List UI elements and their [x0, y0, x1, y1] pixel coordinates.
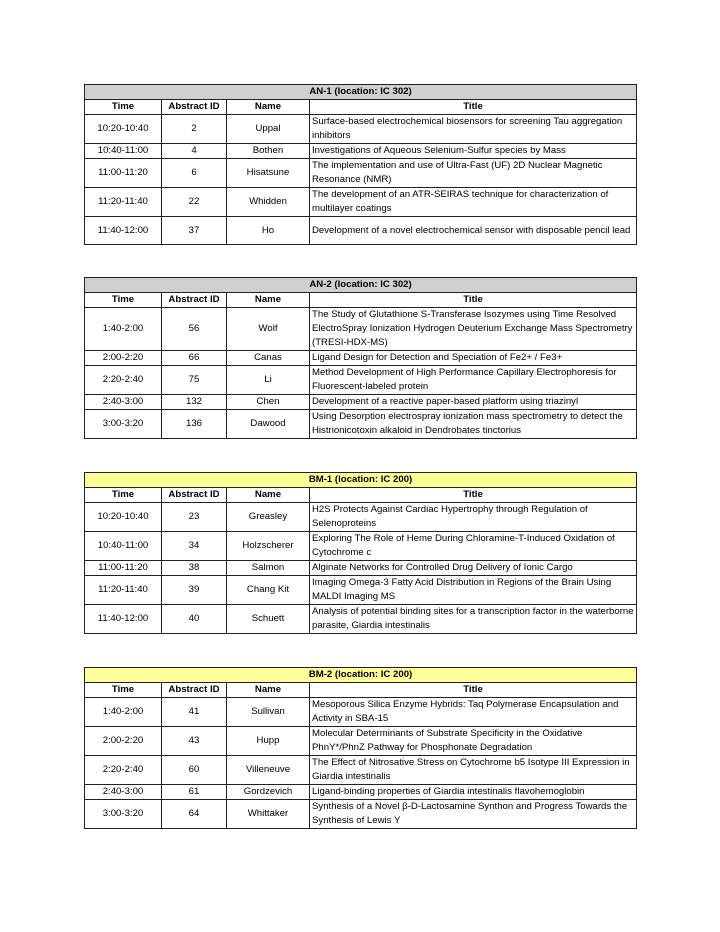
abstract-id-cell: 23 [162, 503, 227, 532]
time-cell: 11:40-12:00 [85, 605, 162, 634]
name-cell: Schuett [227, 605, 310, 634]
schedule-table [84, 84, 637, 245]
table-row [85, 727, 637, 756]
time-cell: 10:20-10:40 [85, 503, 162, 532]
time-cell: 2:40-3:00 [85, 785, 162, 800]
column-header: Name [227, 293, 310, 308]
title-cell: Using Desorption electrospray ionization mass spectrometry to detect the Histrionicotoxin alkaloid in Dendrobates tinctorius [310, 410, 637, 439]
title-cell: Development of a novel electrochemical sensor with disposable pencil lead [310, 217, 637, 245]
table-row [85, 410, 637, 439]
time-cell: 11:40-12:00 [85, 217, 162, 245]
column-header: Abstract ID [162, 100, 227, 115]
abstract-id-cell: 39 [162, 576, 227, 605]
abstract-id-cell: 136 [162, 410, 227, 439]
column-header: Abstract ID [162, 488, 227, 503]
time-cell: 11:20-11:40 [85, 576, 162, 605]
column-header-row [85, 293, 637, 308]
name-cell: Whittaker [227, 800, 310, 829]
abstract-id-cell: 66 [162, 351, 227, 366]
name-cell: Gordzevich [227, 785, 310, 800]
abstract-id-cell: 60 [162, 756, 227, 785]
time-cell: 2:40-3:00 [85, 395, 162, 410]
table-row [85, 159, 637, 188]
title-cell: Development of a reactive paper-based platform using triazinyl [310, 395, 637, 410]
table-row [85, 366, 637, 395]
column-header: Abstract ID [162, 293, 227, 308]
abstract-id-cell: 56 [162, 308, 227, 351]
column-header-row [85, 683, 637, 698]
column-header-row [85, 488, 637, 503]
title-cell: Ligand Design for Detection and Speciation of Fe2+ / Fe3+ [310, 351, 637, 366]
table-row [85, 605, 637, 634]
title-cell: Surface-based electrochemical biosensors for screening Tau aggregation inhibitors [310, 115, 637, 144]
time-cell: 3:00-3:20 [85, 800, 162, 829]
name-cell: Chen [227, 395, 310, 410]
column-header: Time [85, 293, 162, 308]
session-table-4 [84, 667, 636, 829]
abstract-id-cell: 41 [162, 698, 227, 727]
table-row [85, 144, 637, 159]
column-header: Name [227, 488, 310, 503]
time-cell: 3:00-3:20 [85, 410, 162, 439]
name-cell: Chang Kit [227, 576, 310, 605]
abstract-id-cell: 34 [162, 532, 227, 561]
table-row [85, 188, 637, 217]
column-header: Title [310, 488, 637, 503]
title-cell: The development of an ATR-SEIRAS technique for characterization of multilayer coatings [310, 188, 637, 217]
title-cell: Alginate Networks for Controlled Drug Delivery of Ionic Cargo [310, 561, 637, 576]
column-header: Title [310, 293, 637, 308]
column-header-row [85, 100, 637, 115]
session-title: AN-1 (location: IC 302) [85, 85, 637, 100]
name-cell: Whidden [227, 188, 310, 217]
name-cell: Uppal [227, 115, 310, 144]
name-cell: Bothen [227, 144, 310, 159]
session-title: AN-2 (location: IC 302) [85, 278, 637, 293]
column-header: Time [85, 488, 162, 503]
title-cell: Mesoporous Silica Enzyme Hybrids: Taq Polymerase Encapsulation and Activity in SBA-15 [310, 698, 637, 727]
time-cell: 11:20-11:40 [85, 188, 162, 217]
table-row [85, 308, 637, 351]
session-table-1 [84, 84, 636, 245]
table-row [85, 576, 637, 605]
title-cell: Synthesis of a Novel β-D-Lactosamine Synthon and Progress Towards the Synthesis of Lewis Y [310, 800, 637, 829]
table-row [85, 351, 637, 366]
table-row [85, 756, 637, 785]
time-cell: 10:40-11:00 [85, 532, 162, 561]
time-cell: 10:40-11:00 [85, 144, 162, 159]
abstract-id-cell: 6 [162, 159, 227, 188]
schedule-table [84, 472, 637, 634]
name-cell: Greasley [227, 503, 310, 532]
session-table-3 [84, 472, 636, 634]
column-header: Name [227, 683, 310, 698]
time-cell: 2:20-2:40 [85, 756, 162, 785]
title-cell: The implementation and use of Ultra-Fast (UF) 2D Nuclear Magnetic Resonance (NMR) [310, 159, 637, 188]
name-cell: Hisatsune [227, 159, 310, 188]
column-header: Title [310, 100, 637, 115]
table-row [85, 503, 637, 532]
time-cell: 10:20-10:40 [85, 115, 162, 144]
schedule-table [84, 667, 637, 829]
name-cell: Salmon [227, 561, 310, 576]
session-table-2 [84, 277, 636, 439]
name-cell: Holzscherer [227, 532, 310, 561]
abstract-id-cell: 37 [162, 217, 227, 245]
session-title: BM-1 (location: IC 200) [85, 473, 637, 488]
time-cell: 1:40-2:00 [85, 698, 162, 727]
title-cell: Exploring The Role of Heme During Chloramine-T-Induced Oxidation of Cytochrome c [310, 532, 637, 561]
title-cell: Investigations of Aqueous Selenium-Sulfur species by Mass [310, 144, 637, 159]
time-cell: 11:00-11:20 [85, 561, 162, 576]
abstract-id-cell: 64 [162, 800, 227, 829]
time-cell: 2:20-2:40 [85, 366, 162, 395]
abstract-id-cell: 40 [162, 605, 227, 634]
title-cell: Method Development of High Performance Capillary Electrophoresis for Fluorescent-labeled protein [310, 366, 637, 395]
abstract-id-cell: 61 [162, 785, 227, 800]
abstract-id-cell: 132 [162, 395, 227, 410]
title-cell: H2S Protects Against Cardiac Hypertrophy through Regulation of Selenoproteins [310, 503, 637, 532]
table-row [85, 532, 637, 561]
table-row [85, 800, 637, 829]
title-cell: The Effect of Nitrosative Stress on Cytochrome b5 Isotype III Expression in Giardia intestinalis [310, 756, 637, 785]
schedule-table [84, 277, 637, 439]
name-cell: Wolf [227, 308, 310, 351]
table-row [85, 115, 637, 144]
name-cell: Ho [227, 217, 310, 245]
title-cell: Analysis of potential binding sites for a transcription factor in the waterborne parasite, Giardia intestinalis [310, 605, 637, 634]
table-row [85, 561, 637, 576]
column-header: Name [227, 100, 310, 115]
name-cell: Sullivan [227, 698, 310, 727]
table-row [85, 217, 637, 245]
abstract-id-cell: 43 [162, 727, 227, 756]
time-cell: 2:00-2:20 [85, 351, 162, 366]
column-header: Title [310, 683, 637, 698]
abstract-id-cell: 38 [162, 561, 227, 576]
table-row [85, 698, 637, 727]
table-row [85, 395, 637, 410]
time-cell: 1:40-2:00 [85, 308, 162, 351]
time-cell: 11:00-11:20 [85, 159, 162, 188]
name-cell: Canas [227, 351, 310, 366]
column-header: Time [85, 683, 162, 698]
abstract-id-cell: 4 [162, 144, 227, 159]
title-cell: Imaging Omega-3 Fatty Acid Distribution in Regions of the Brain Using MALDI Imaging MS [310, 576, 637, 605]
name-cell: Hupp [227, 727, 310, 756]
name-cell: Li [227, 366, 310, 395]
table-row [85, 785, 637, 800]
name-cell: Villeneuve [227, 756, 310, 785]
abstract-id-cell: 2 [162, 115, 227, 144]
abstract-id-cell: 22 [162, 188, 227, 217]
title-cell: The Study of Glutathione S-Transferase Isozymes using Time Resolved ElectroSpray Ionization Hydrogen Deuterium Exchange Mass Spectrometry (TRESI-HDX-MS) [310, 308, 637, 351]
title-cell: Ligand-binding properties of Giardia intestinalis flavohemoglobin [310, 785, 637, 800]
abstract-id-cell: 75 [162, 366, 227, 395]
session-title: BM-2 (location: IC 200) [85, 668, 637, 683]
name-cell: Dawood [227, 410, 310, 439]
time-cell: 2:00-2:20 [85, 727, 162, 756]
column-header: Time [85, 100, 162, 115]
title-cell: Molecular Determinants of Substrate Specificity in the Oxidative PhnY*/PhnZ Pathway for Phosphonate Degradation [310, 727, 637, 756]
column-header: Abstract ID [162, 683, 227, 698]
